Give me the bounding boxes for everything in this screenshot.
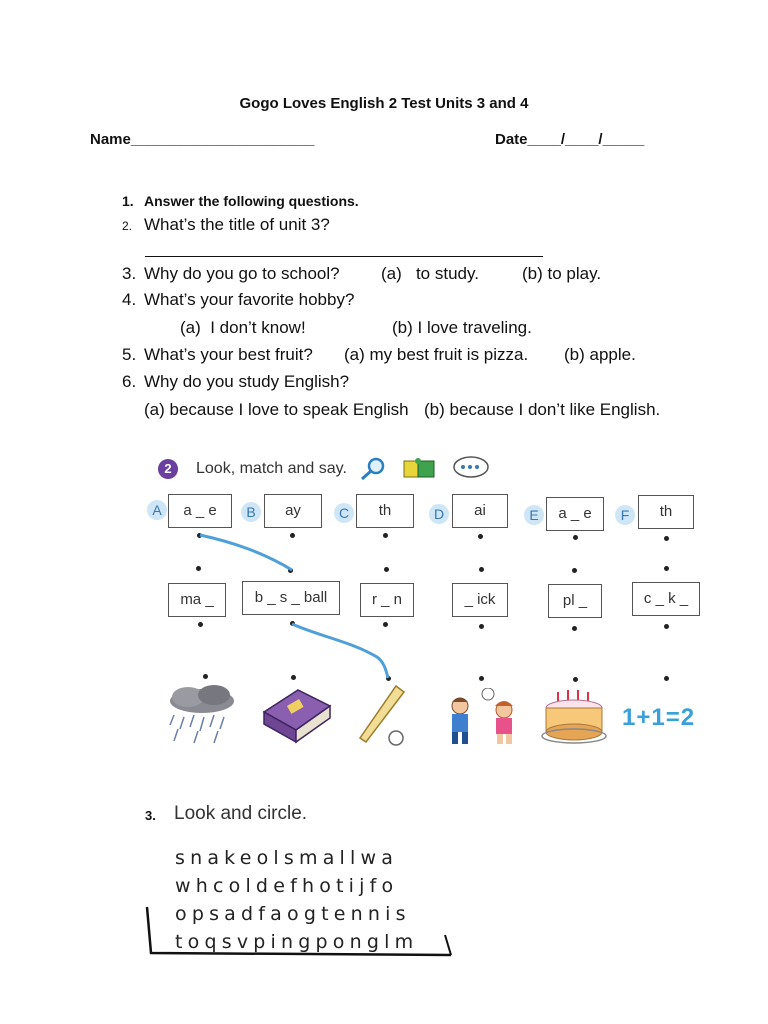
question-4-num: 4. xyxy=(122,290,137,309)
bottom-box-2: b _ s _ ball xyxy=(242,581,340,615)
word-search-row-3[interactable]: opsadfaogtennis xyxy=(175,903,411,925)
question-6-text: Why do you study English? xyxy=(144,372,350,391)
math-sum-text: 1+1=2 xyxy=(622,704,696,731)
top-box-a: a _ e xyxy=(168,494,232,528)
question-5 xyxy=(122,345,313,365)
question-3-text: Why do you go to school? xyxy=(144,264,340,283)
question-6 xyxy=(122,372,349,392)
letter-d: D xyxy=(429,504,449,524)
bottom-box-4: _ ick xyxy=(452,583,508,617)
question-2 xyxy=(122,215,330,235)
top-box-d: ai xyxy=(452,494,508,528)
letter-b: B xyxy=(241,502,261,522)
exercise-2-title: Look, match and say. xyxy=(196,460,347,477)
letter-a: A xyxy=(147,500,167,520)
question-3 xyxy=(122,264,340,284)
question-5-num: 5. xyxy=(122,345,137,364)
exercise-3-title: Look and circle. xyxy=(174,803,308,824)
question-3-num: 3. xyxy=(122,264,137,283)
birthday-cake-icon xyxy=(540,688,608,746)
question-3-option-b[interactable]: (b) to play. xyxy=(522,264,602,283)
book-icon xyxy=(258,686,334,746)
name-field[interactable]: Name______________________ xyxy=(90,131,315,148)
bottom-box-1: ma _ xyxy=(168,583,226,617)
rain-cloud-icon xyxy=(160,685,242,745)
bottom-box-5: pl _ xyxy=(548,584,602,618)
question-6-num: 6. xyxy=(122,372,137,391)
section1-heading-num: 1. xyxy=(122,193,134,209)
word-search-row-1[interactable]: snakeolsmallwa xyxy=(175,847,399,869)
top-box-f: th xyxy=(638,495,694,529)
question-4-text: What’s your favorite hobby? xyxy=(144,290,355,309)
top-box-e: a _ e xyxy=(546,497,604,531)
question-5-option-a[interactable]: (a) my best fruit is pizza. xyxy=(344,345,529,364)
question-4 xyxy=(122,290,354,310)
word-search-grid xyxy=(145,845,453,955)
section1-heading-text: Answer the following questions. xyxy=(144,193,359,209)
question-6-option-a[interactable]: (a) because I love to speak English xyxy=(144,400,409,419)
match-line-b xyxy=(292,624,388,678)
letter-f: F xyxy=(615,505,635,525)
children-playing-icon xyxy=(440,688,524,746)
question-2-text: What’s the title of unit 3? xyxy=(144,215,330,234)
question-3-option-a[interactable]: (a) to study. xyxy=(381,264,479,283)
top-box-c: th xyxy=(356,494,414,528)
exercise-2-badge: 2 xyxy=(158,459,178,479)
section1-heading xyxy=(122,193,359,209)
bottom-box-3: r _ n xyxy=(360,583,414,617)
letter-c: C xyxy=(334,503,354,523)
question-2-num: 2. xyxy=(122,219,133,233)
letter-e: E xyxy=(524,505,544,525)
baseball-bat-icon xyxy=(352,682,412,748)
answer-line[interactable] xyxy=(145,256,543,257)
word-search-row-2[interactable]: whcoldefhotijfo xyxy=(175,875,399,897)
bottom-box-6: c _ k _ xyxy=(632,582,700,616)
page-title: Gogo Loves English 2 Test Units 3 and 4 xyxy=(239,95,529,112)
exercise-3-num: 3. xyxy=(145,808,156,823)
date-field[interactable]: Date____/____/_____ xyxy=(495,131,645,148)
match-line-a xyxy=(200,535,292,570)
question-5-option-b[interactable]: (b) apple. xyxy=(564,345,636,364)
word-search-row-4[interactable]: toqsvpingponglm xyxy=(175,931,419,953)
grid-border-marks xyxy=(145,845,453,957)
question-4-option-b[interactable]: (b) I love traveling. xyxy=(392,318,532,337)
question-4-option-a[interactable]: (a) I don’t know! xyxy=(180,318,306,337)
question-5-text: What’s your best fruit? xyxy=(144,345,313,364)
top-box-b: ay xyxy=(264,494,322,528)
question-6-option-b[interactable]: (b) because I don’t like English. xyxy=(424,400,661,419)
